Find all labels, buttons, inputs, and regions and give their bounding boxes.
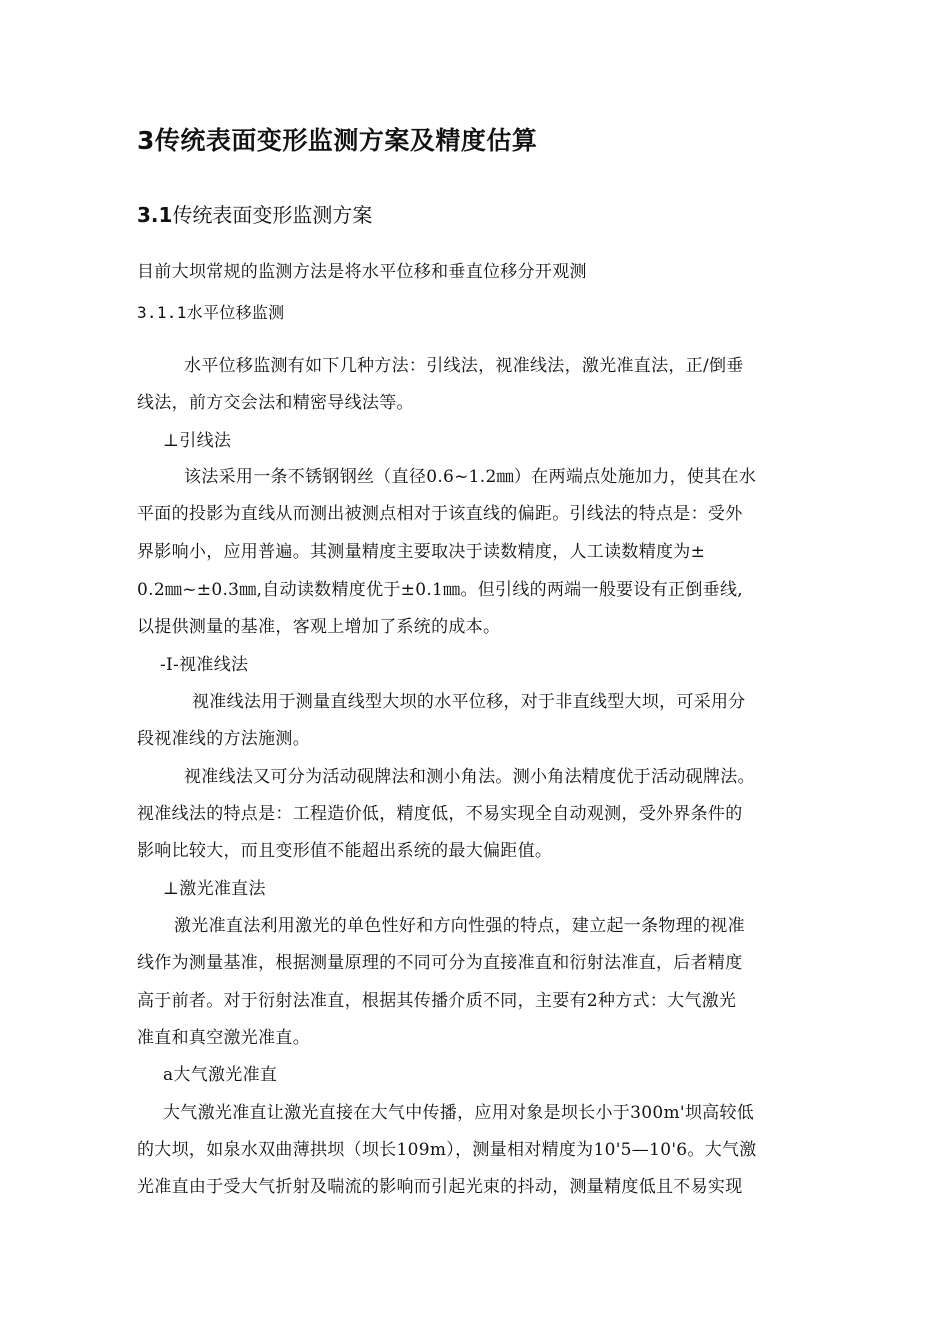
- paragraph-line: 视准线法用于测量直线型大坝的水平位移，对于非直线型大坝，可采用分: [192, 692, 746, 712]
- paragraph-line: 该法采用一条不锈钢钢丝（直径0.6~1.2㎜）在两端点处施加力，使其在水: [184, 467, 757, 487]
- paragraph-line: 段视准线的方法施测。: [137, 729, 310, 749]
- method-heading: ⊥引线法: [163, 431, 232, 451]
- paragraph-line: 线法，前方交会法和精密导线法等。: [137, 393, 414, 413]
- paragraph-line: 激光准直法利用激光的单色性好和方向性强的特点，建立起一条物理的视准: [174, 916, 745, 936]
- paragraph-line: 准直和真空激光准直。: [137, 1028, 310, 1048]
- chapter-heading: 3传统表面变形监测方案及精度估算: [137, 126, 538, 155]
- subsection-heading: 3.1.1水平位移监测: [137, 303, 285, 322]
- paragraph-line: 线作为测量基准，根据测量原理的不同可分为直接准直和衍射法准直，后者精度: [137, 953, 743, 973]
- method-heading: -I-视准线法: [160, 655, 249, 675]
- paragraph-line: 界影响小，应用普遍。其测量精度主要取决于读数精度，人工读数精度为±: [137, 542, 706, 562]
- method-heading: ⊥激光准直法: [163, 879, 266, 899]
- section-number: 3.1: [137, 203, 173, 227]
- paragraph-line: 大气激光准直让激光直接在大气中传播，应用对象是坝长小于300m'坝高较低: [163, 1103, 755, 1123]
- paragraph-line: 光准直由于受大气折射及喘流的影响而引起光束的抖动，测量精度低且不易实现: [137, 1177, 743, 1197]
- paragraph-line: 平面的投影为直线从而测出被测点相对于该直线的偏距。引线法的特点是：受外: [137, 504, 743, 524]
- section-heading: [137, 199, 372, 228]
- paragraph-line: 高于前者。对于衍射法准直，根据其传播介质不同，主要有2种方式：大气激光: [137, 991, 737, 1011]
- paragraph-line: 水平位移监测有如下几种方法：引线法，视准线法，激光准直法，正/倒垂: [184, 356, 744, 376]
- section-title: 传统表面变形监测方案: [172, 203, 373, 227]
- paragraph-line: 0.2㎜~±0.3㎜,自动读数精度优于±0.1㎜。但引线的两端一般要设有正倒垂线,: [137, 580, 743, 600]
- paragraph-line: 影响比较大，而且变形值不能超出系统的最大偏距值。: [137, 841, 553, 861]
- paragraph-line: 视准线法又可分为活动砚牌法和测小角法。测小角法精度优于活动砚牌法。: [184, 767, 755, 787]
- paragraph-line: 视准线法的特点是：工程造价低，精度低，不易实现全自动观测，受外界条件的: [137, 804, 743, 824]
- paragraph-line: 以提供测量的基准，客观上增加了系统的成本。: [137, 617, 501, 637]
- paragraph-line: 的大坝，如泉水双曲薄拱坝（坝长109m），测量相对精度为10'5—10'6。大气激: [137, 1140, 757, 1160]
- intro-line: 目前大坝常规的监测方法是将水平位移和垂直位移分开观测: [137, 262, 587, 282]
- subtopic-heading: a大气激光准直: [163, 1065, 278, 1085]
